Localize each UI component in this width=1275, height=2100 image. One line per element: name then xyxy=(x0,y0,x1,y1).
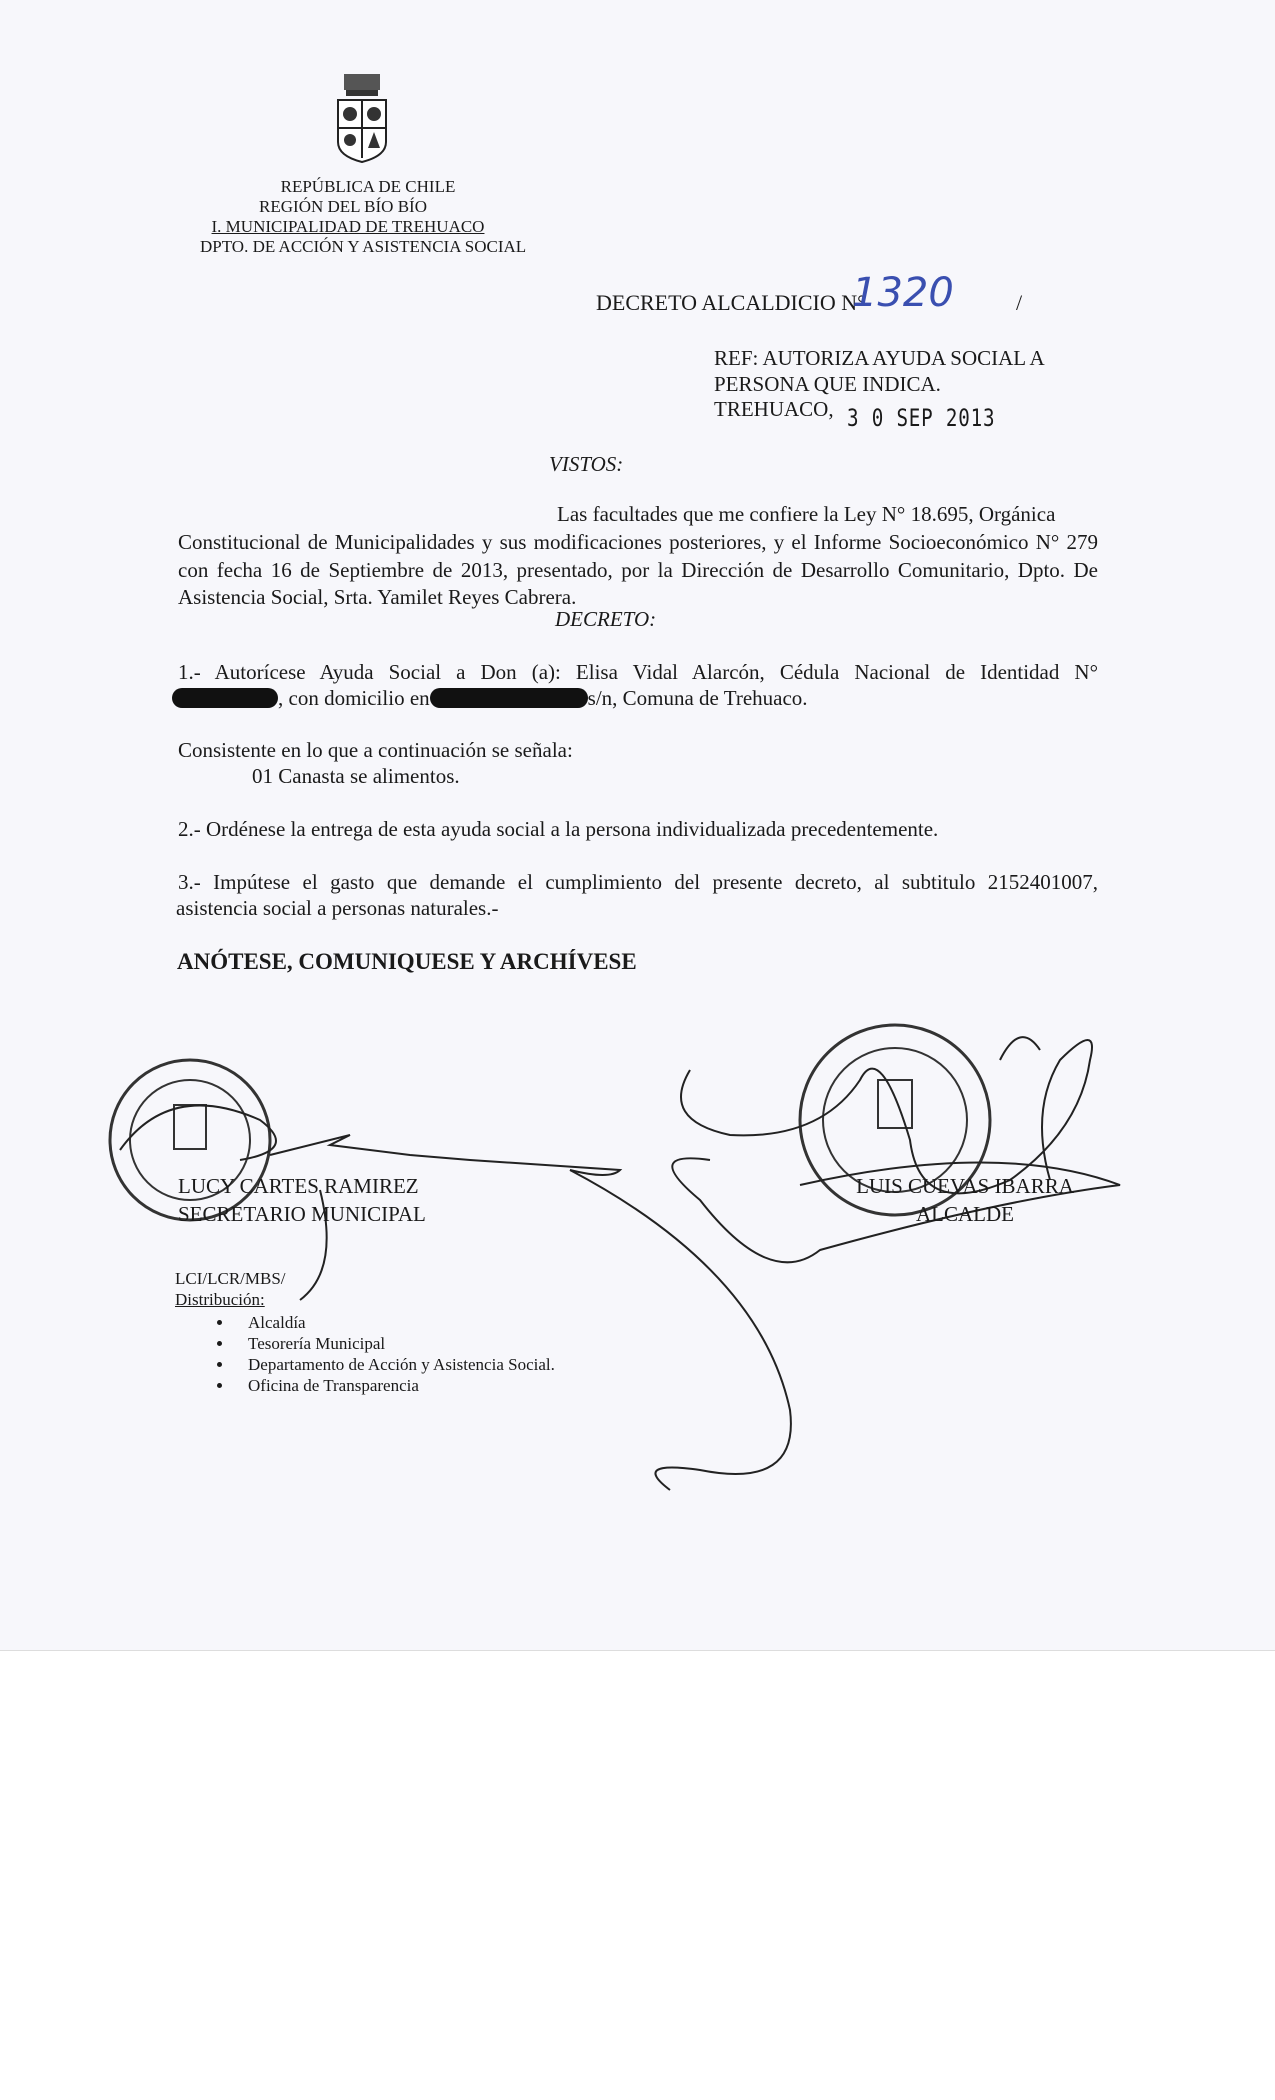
initials: LCI/LCR/MBS/ xyxy=(175,1269,286,1288)
vistos-paragraph: Constitucional de Municipalidades y sus modificaciones posteriores, y el Informe Socioeconómico N° 279 con fecha 16 de Septiembre de 2013, presentado, por la Dirección de Desarrollo Comunitario, Dpto. De Asistencia Social, Srta. Yamilet Reyes Cabrera. xyxy=(178,530,1098,609)
letterhead-region: REGIÓN DEL BÍO BÍO xyxy=(259,197,427,216)
vistos-heading: VISTOS: xyxy=(549,452,624,476)
date-stamp: 3 0 SEP 2013 xyxy=(846,404,996,432)
item-3-line-2: asistencia social a personas naturales.- xyxy=(176,896,499,920)
coat-of-arms-logo xyxy=(332,72,392,164)
distribution-item: • Oficina de Transparencia xyxy=(234,1375,555,1396)
letterhead-municipality: I. MUNICIPALIDAD DE TREHUACO xyxy=(211,217,485,236)
reference-line: PERSONA QUE INDICA. xyxy=(714,371,941,396)
stamps-and-signatures xyxy=(0,1020,1275,1500)
letterhead-country: REPÚBLICA DE CHILE xyxy=(280,177,456,196)
item-1-address-suffix: s/n, Comuna de Trehuaco. xyxy=(587,686,808,710)
decree-title: DECRETO ALCALDICIO N° xyxy=(596,290,866,315)
place: TREHUACO, xyxy=(714,397,834,421)
item-2: 2.- Ordénese la entrega de esta ayuda social a la persona individualizada precedentemente. xyxy=(178,817,939,841)
redacted-id xyxy=(172,688,278,708)
decree-slash: / xyxy=(1016,290,1023,315)
distribution-item: • Alcaldía xyxy=(234,1312,555,1333)
redacted-address xyxy=(430,688,588,708)
letterhead xyxy=(200,177,527,257)
distribution-list xyxy=(214,1312,555,1396)
secretary-role: SECRETARIO MUNICIPAL xyxy=(178,1202,426,1226)
distribution-item: • Tesorería Municipal xyxy=(234,1333,555,1354)
mayor-block xyxy=(830,1172,1100,1228)
item-3-line-1: 3.- Impútese el gasto que demande el cumplimiento del presente decreto, al subtitulo 2152401007, xyxy=(178,870,1098,894)
distribution-label: Distribución: xyxy=(175,1290,265,1309)
mayor-role: ALCALDE xyxy=(916,1202,1014,1226)
mayor-signature xyxy=(672,1037,1120,1262)
secretary-name: LUCY CARTES RAMIREZ xyxy=(178,1174,419,1198)
vistos-first-line: Las facultades que me confiere la Ley N° 18.695, Orgánica xyxy=(557,502,1056,526)
decree-number: 1320 xyxy=(852,270,954,316)
mayor-name: LUIS CUEVAS IBARRA xyxy=(856,1174,1074,1198)
consistente-text: Consistente en lo que a continuación se señala: xyxy=(178,738,573,762)
item-1-address-prefix: , con domicilio en xyxy=(278,686,430,710)
secretary-block xyxy=(178,1172,426,1228)
decreto-heading: DECRETO: xyxy=(555,607,657,631)
letterhead-department: DPTO. DE ACCIÓN Y ASISTENCIA SOCIAL xyxy=(200,237,527,256)
distribution-item: • Departamento de Acción y Asistencia Social. xyxy=(234,1354,555,1375)
item-1-line-1: 1.- Autorícese Ayuda Social a Don (a): Elisa Vidal Alarcón, Cédula Nacional de Identidad N° xyxy=(178,660,1098,684)
reference xyxy=(714,346,1045,432)
closing-formula: ANÓTESE, COMUNIQUESE Y ARCHÍVESE xyxy=(177,949,637,974)
reference-line: REF: AUTORIZA AYUDA SOCIAL A xyxy=(714,346,1045,370)
item-1-line-2 xyxy=(172,686,808,711)
aid-detail: 01 Canasta se alimentos. xyxy=(252,764,460,788)
